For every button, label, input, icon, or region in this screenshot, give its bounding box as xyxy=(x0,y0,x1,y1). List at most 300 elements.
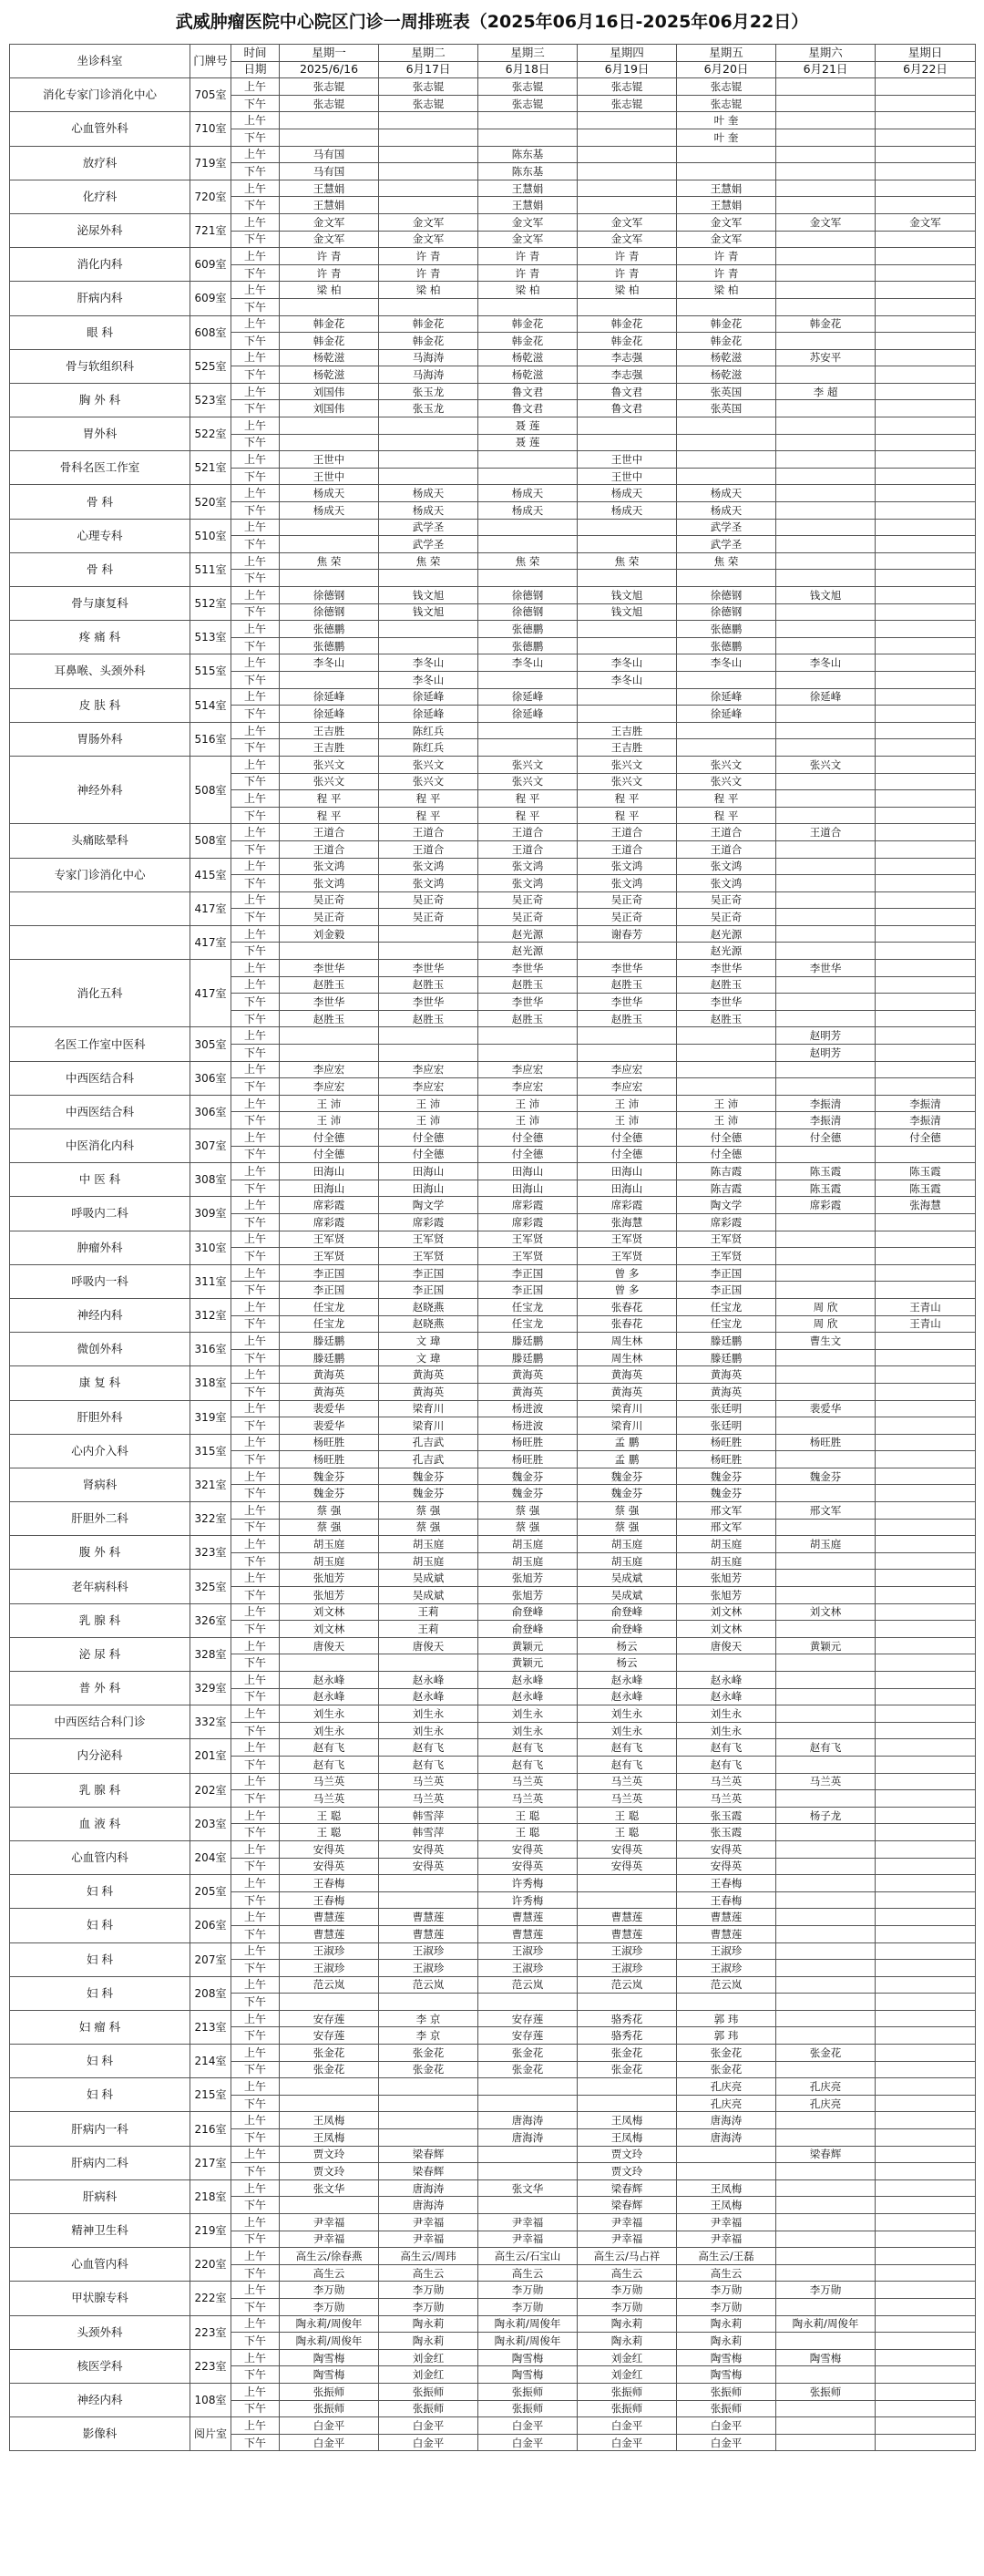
doctor-cell xyxy=(478,1027,578,1045)
doctor-cell xyxy=(379,468,478,485)
time-cell: 下午 xyxy=(231,2434,280,2451)
doctor-cell: 梁育川 xyxy=(578,1400,677,1417)
schedule-row xyxy=(10,1468,976,1485)
doctor-cell: 李应宏 xyxy=(379,1061,478,1078)
department-cell: 心血管外科 xyxy=(10,112,190,146)
department-cell: 呼吸内一科 xyxy=(10,1264,190,1298)
doctor-cell: 田海山 xyxy=(379,1163,478,1180)
header-room: 门牌号 xyxy=(190,45,231,78)
doctor-cell: 杨子龙 xyxy=(776,1807,876,1824)
department-cell: 微创外科 xyxy=(10,1333,190,1366)
doctor-cell: 王淑珍 xyxy=(578,1960,677,1977)
doctor-cell: 魏金芬 xyxy=(379,1468,478,1485)
doctor-cell: 梁春辉 xyxy=(776,2146,876,2163)
doctor-cell: 李冬山 xyxy=(677,654,776,672)
doctor-cell: 王道合 xyxy=(578,824,677,841)
doctor-cell: 鲁文君 xyxy=(578,400,677,417)
doctor-cell: 李振清 xyxy=(876,1095,976,1112)
doctor-cell xyxy=(776,943,876,960)
doctor-cell xyxy=(379,197,478,214)
doctor-cell: 白金平 xyxy=(478,2417,578,2435)
doctor-cell xyxy=(776,2298,876,2315)
doctor-cell: 韩金花 xyxy=(578,315,677,333)
time-cell: 上午 xyxy=(231,790,280,808)
doctor-cell: 李冬山 xyxy=(578,654,677,672)
schedule-row xyxy=(10,451,976,469)
doctor-cell: 张兴文 xyxy=(280,773,379,790)
doctor-cell: 刘国伟 xyxy=(280,400,379,417)
doctor-cell: 赵光源 xyxy=(677,943,776,960)
time-cell: 下午 xyxy=(231,129,280,146)
doctor-cell xyxy=(280,1994,379,2011)
doctor-cell: 叶 奎 xyxy=(677,112,776,129)
doctor-cell: 焦 荣 xyxy=(677,552,776,570)
doctor-cell: 安得英 xyxy=(677,1858,776,1875)
schedule-row xyxy=(10,654,976,672)
doctor-cell: 黄海英 xyxy=(578,1383,677,1400)
department-cell: 中西医结合科门诊 xyxy=(10,1705,190,1739)
doctor-cell xyxy=(876,519,976,536)
schedule-row xyxy=(10,1672,976,1689)
doctor-cell xyxy=(776,2010,876,2027)
doctor-cell xyxy=(876,502,976,520)
doctor-cell xyxy=(876,2027,976,2045)
doctor-cell: 徐延峰 xyxy=(379,688,478,706)
schedule-row xyxy=(10,180,976,197)
doctor-cell: 王 聪 xyxy=(578,1824,677,1841)
doctor-cell: 王莉 xyxy=(379,1603,478,1621)
time-cell: 下午 xyxy=(231,671,280,688)
doctor-cell xyxy=(876,943,976,960)
doctor-cell xyxy=(876,349,976,366)
doctor-cell: 王淑珍 xyxy=(478,1942,578,1960)
doctor-cell: 赵胜玉 xyxy=(478,976,578,994)
doctor-cell xyxy=(776,2434,876,2451)
time-cell: 上午 xyxy=(231,2282,280,2299)
doctor-cell: 徐延峰 xyxy=(379,706,478,723)
schedule-row xyxy=(10,213,976,231)
department-cell: 耳鼻喉、头颈外科 xyxy=(10,654,190,688)
doctor-cell xyxy=(776,1061,876,1078)
doctor-cell: 赵有飞 xyxy=(478,1739,578,1757)
doctor-cell: 王凤梅 xyxy=(280,2129,379,2147)
time-cell: 上午 xyxy=(231,1942,280,1960)
doctor-cell: 胡玉庭 xyxy=(677,1552,776,1570)
doctor-cell: 王凤梅 xyxy=(280,2112,379,2129)
doctor-cell: 刘金红 xyxy=(578,2366,677,2384)
doctor-cell: 张文华 xyxy=(280,2179,379,2197)
doctor-cell: 孔庆亮 xyxy=(677,2095,776,2112)
doctor-cell: 吴成斌 xyxy=(578,1570,677,1587)
doctor-cell: 王道合 xyxy=(280,824,379,841)
doctor-cell: 赵有飞 xyxy=(478,1756,578,1773)
doctor-cell: 张金花 xyxy=(280,2061,379,2078)
header-weekday: 星期六 xyxy=(776,45,876,62)
department-cell: 腹 外 科 xyxy=(10,1536,190,1570)
doctor-cell xyxy=(876,960,976,977)
doctor-cell: 蔡 强 xyxy=(578,1502,677,1520)
doctor-cell: 陈东基 xyxy=(478,163,578,180)
doctor-cell: 李志强 xyxy=(578,366,677,384)
doctor-cell xyxy=(478,722,578,739)
doctor-cell: 刘文林 xyxy=(280,1621,379,1638)
department-cell: 妇 瘤 科 xyxy=(10,2010,190,2044)
doctor-cell: 杨乾滋 xyxy=(280,366,379,384)
doctor-cell: 张英国 xyxy=(677,383,776,400)
doctor-cell: 马兰英 xyxy=(578,1790,677,1808)
doctor-cell xyxy=(776,1976,876,1994)
doctor-cell xyxy=(677,2146,776,2163)
schedule-row xyxy=(10,1942,976,1960)
doctor-cell: 陈玉霞 xyxy=(876,1180,976,1197)
doctor-cell xyxy=(776,739,876,757)
doctor-cell: 韩金花 xyxy=(478,315,578,333)
doctor-cell: 裴爱华 xyxy=(280,1417,379,1435)
doctor-cell: 程 平 xyxy=(578,807,677,824)
doctor-cell: 俞登峰 xyxy=(478,1621,578,1638)
doctor-cell: 尹幸福 xyxy=(578,2231,677,2248)
doctor-cell: 陶永莉 xyxy=(379,2333,478,2350)
doctor-cell: 田海山 xyxy=(578,1163,677,1180)
time-cell: 下午 xyxy=(231,2129,280,2147)
department-cell: 肿瘤外科 xyxy=(10,1231,190,1264)
doctor-cell: 王军贤 xyxy=(478,1231,578,1248)
doctor-cell: 唐海涛 xyxy=(379,2179,478,2197)
doctor-cell: 尹幸福 xyxy=(280,2231,379,2248)
doctor-cell xyxy=(776,2197,876,2214)
doctor-cell: 杨旺胜 xyxy=(280,1451,379,1468)
doctor-cell: 安得英 xyxy=(478,1858,578,1875)
doctor-cell: 赵光源 xyxy=(478,943,578,960)
schedule-row xyxy=(10,1231,976,1248)
doctor-cell: 周生林 xyxy=(578,1349,677,1366)
doctor-cell: 马兰英 xyxy=(677,1790,776,1808)
doctor-cell: 叶 奎 xyxy=(677,129,776,146)
doctor-cell xyxy=(677,570,776,587)
room-cell: 108室 xyxy=(190,2383,231,2416)
doctor-cell: 张旭芳 xyxy=(478,1587,578,1604)
doctor-cell: 武学圣 xyxy=(379,536,478,553)
doctor-cell: 徐德钢 xyxy=(677,603,776,621)
time-cell: 上午 xyxy=(231,2349,280,2366)
time-cell: 下午 xyxy=(231,1519,280,1536)
doctor-cell: 李正国 xyxy=(379,1264,478,1282)
schedule-row xyxy=(10,1333,976,1350)
time-cell: 下午 xyxy=(231,536,280,553)
doctor-cell xyxy=(677,146,776,163)
time-cell: 上午 xyxy=(231,1027,280,1045)
doctor-cell: 赵永峰 xyxy=(677,1672,776,1689)
doctor-cell: 赵胜玉 xyxy=(280,1010,379,1027)
doctor-cell: 杨乾滋 xyxy=(280,349,379,366)
schedule-row xyxy=(10,1807,976,1824)
time-cell: 上午 xyxy=(231,1061,280,1078)
doctor-cell xyxy=(876,1213,976,1231)
doctor-cell xyxy=(876,671,976,688)
doctor-cell xyxy=(379,2078,478,2096)
doctor-cell: 陶永莉/周俊年 xyxy=(280,2315,379,2333)
doctor-cell xyxy=(776,570,876,587)
doctor-cell xyxy=(776,112,876,129)
doctor-cell: 张金花 xyxy=(280,2045,379,2062)
doctor-cell xyxy=(578,570,677,587)
department-cell: 消化五科 xyxy=(10,960,190,1027)
room-cell: 322室 xyxy=(190,1502,231,1536)
time-cell: 上午 xyxy=(231,1434,280,1451)
doctor-cell: 高生云 xyxy=(379,2264,478,2282)
doctor-cell: 杨成天 xyxy=(280,502,379,520)
doctor-cell: 张志锟 xyxy=(677,78,776,96)
doctor-cell: 刘文林 xyxy=(677,1621,776,1638)
time-cell: 下午 xyxy=(231,773,280,790)
schedule-row xyxy=(10,282,976,299)
doctor-cell xyxy=(776,840,876,858)
doctor-cell: 梁育川 xyxy=(578,1417,677,1435)
doctor-cell xyxy=(876,1536,976,1553)
doctor-cell xyxy=(478,112,578,129)
doctor-cell: 韩金花 xyxy=(379,333,478,350)
doctor-cell: 李世华 xyxy=(478,994,578,1011)
doctor-cell: 李世华 xyxy=(677,960,776,977)
doctor-cell: 杨旺胜 xyxy=(280,1434,379,1451)
doctor-cell: 马兰英 xyxy=(776,1773,876,1790)
doctor-cell: 张文鸿 xyxy=(677,875,776,892)
doctor-cell xyxy=(776,1960,876,1977)
doctor-cell: 王 沛 xyxy=(478,1095,578,1112)
doctor-cell xyxy=(776,1688,876,1705)
doctor-cell: 王军贤 xyxy=(677,1248,776,1265)
department-cell: 胸 外 科 xyxy=(10,383,190,417)
schedule-row xyxy=(10,1705,976,1723)
time-cell: 上午 xyxy=(231,1468,280,1485)
room-cell: 609室 xyxy=(190,248,231,282)
doctor-cell: 陶雪梅 xyxy=(677,2349,776,2366)
department-cell: 泌 尿 科 xyxy=(10,1637,190,1671)
doctor-cell: 金文军 xyxy=(776,213,876,231)
doctor-cell: 孔庆亮 xyxy=(776,2095,876,2112)
doctor-cell xyxy=(379,1654,478,1672)
doctor-cell xyxy=(478,468,578,485)
doctor-cell xyxy=(280,519,379,536)
doctor-cell: 文 瑋 xyxy=(379,1349,478,1366)
doctor-cell: 张旭芳 xyxy=(677,1570,776,1587)
time-cell: 下午 xyxy=(231,840,280,858)
doctor-cell: 李正国 xyxy=(677,1282,776,1299)
time-cell: 上午 xyxy=(231,1773,280,1790)
doctor-cell xyxy=(876,1807,976,1824)
time-cell: 下午 xyxy=(231,1451,280,1468)
doctor-cell: 黄颖元 xyxy=(478,1654,578,1672)
room-cell: 310室 xyxy=(190,1231,231,1264)
doctor-cell: 陶雪梅 xyxy=(478,2366,578,2384)
doctor-cell xyxy=(776,2112,876,2129)
doctor-cell: 邢文军 xyxy=(677,1519,776,1536)
doctor-cell xyxy=(578,163,677,180)
doctor-cell: 滕廷鹏 xyxy=(280,1349,379,1366)
doctor-cell: 程 平 xyxy=(478,807,578,824)
doctor-cell: 梁 柏 xyxy=(578,282,677,299)
doctor-cell xyxy=(478,129,578,146)
doctor-cell xyxy=(776,400,876,417)
schedule-row xyxy=(10,1400,976,1417)
schedule-row xyxy=(10,2282,976,2299)
doctor-cell: 武学圣 xyxy=(677,519,776,536)
doctor-cell: 安存莲 xyxy=(478,2027,578,2045)
doctor-cell: 付全德 xyxy=(876,1129,976,1147)
doctor-cell: 张振师 xyxy=(379,2400,478,2417)
doctor-cell xyxy=(280,112,379,129)
doctor-cell: 王青山 xyxy=(876,1298,976,1315)
doctor-cell: 唐海涛 xyxy=(478,2129,578,2147)
doctor-cell: 陈玉霞 xyxy=(776,1163,876,1180)
time-cell: 上午 xyxy=(231,2146,280,2163)
doctor-cell xyxy=(876,1045,976,1062)
doctor-cell: 尹幸福 xyxy=(379,2214,478,2231)
doctor-cell: 陈吉霞 xyxy=(677,1180,776,1197)
doctor-cell xyxy=(776,1213,876,1231)
doctor-cell xyxy=(776,180,876,197)
doctor-cell xyxy=(776,1672,876,1689)
doctor-cell xyxy=(876,333,976,350)
doctor-cell xyxy=(876,231,976,248)
doctor-cell xyxy=(876,1858,976,1875)
doctor-cell xyxy=(578,417,677,435)
doctor-cell: 王 沛 xyxy=(379,1095,478,1112)
doctor-cell xyxy=(379,1027,478,1045)
doctor-cell: 吴正奇 xyxy=(578,909,677,926)
doctor-cell: 杨进波 xyxy=(478,1400,578,1417)
doctor-cell xyxy=(677,739,776,757)
schedule-row xyxy=(10,1061,976,1078)
doctor-cell: 李世华 xyxy=(379,960,478,977)
doctor-cell: 胡玉庭 xyxy=(379,1536,478,1553)
doctor-cell: 李万勋 xyxy=(578,2298,677,2315)
room-cell: 306室 xyxy=(190,1095,231,1128)
doctor-cell xyxy=(876,146,976,163)
doctor-cell: 王军贤 xyxy=(280,1248,379,1265)
doctor-cell xyxy=(776,1621,876,1638)
time-cell: 下午 xyxy=(231,1790,280,1808)
doctor-cell: 张旭芳 xyxy=(478,1570,578,1587)
doctor-cell: 王吉胜 xyxy=(280,722,379,739)
time-cell: 下午 xyxy=(231,1756,280,1773)
doctor-cell xyxy=(876,2179,976,2197)
doctor-cell: 张文鸿 xyxy=(578,875,677,892)
doctor-cell: 王 沛 xyxy=(280,1112,379,1129)
room-cell: 223室 xyxy=(190,2315,231,2349)
doctor-cell: 王 聪 xyxy=(280,1807,379,1824)
doctor-cell: 胡玉庭 xyxy=(280,1552,379,1570)
doctor-cell: 刘金红 xyxy=(379,2366,478,2384)
doctor-cell xyxy=(876,248,976,265)
time-cell: 下午 xyxy=(231,1891,280,1909)
schedule-row xyxy=(10,960,976,977)
doctor-cell: 任宝龙 xyxy=(280,1315,379,1333)
doctor-cell: 韩金花 xyxy=(776,315,876,333)
doctor-cell: 李振清 xyxy=(876,1112,976,1129)
doctor-cell: 安得英 xyxy=(379,1840,478,1858)
doctor-cell: 黄海英 xyxy=(677,1383,776,1400)
doctor-cell: 王淑珍 xyxy=(379,1960,478,1977)
time-cell: 上午 xyxy=(231,1739,280,1757)
doctor-cell xyxy=(876,739,976,757)
time-cell: 上午 xyxy=(231,1163,280,1180)
doctor-cell: 白金平 xyxy=(280,2417,379,2435)
doctor-cell: 杨乾滋 xyxy=(478,366,578,384)
doctor-cell: 李万勋 xyxy=(280,2282,379,2299)
doctor-cell: 滕廷鹏 xyxy=(478,1333,578,1350)
doctor-cell: 焦 荣 xyxy=(280,552,379,570)
doctor-cell: 李世华 xyxy=(379,994,478,1011)
time-cell: 上午 xyxy=(231,519,280,536)
doctor-cell: 田海山 xyxy=(578,1180,677,1197)
doctor-cell xyxy=(776,1875,876,1892)
doctor-cell xyxy=(876,858,976,875)
department-cell: 肝胆外科 xyxy=(10,1400,190,1434)
doctor-cell: 曾 多 xyxy=(578,1282,677,1299)
doctor-cell: 张志锟 xyxy=(478,78,578,96)
department-cell: 化疗科 xyxy=(10,180,190,213)
doctor-cell: 焦 荣 xyxy=(478,552,578,570)
doctor-cell xyxy=(677,434,776,451)
doctor-cell: 孔吉武 xyxy=(379,1434,478,1451)
doctor-cell xyxy=(578,197,677,214)
doctor-cell: 骆秀花 xyxy=(578,2027,677,2045)
doctor-cell: 张兴文 xyxy=(677,756,776,773)
doctor-cell xyxy=(876,2264,976,2282)
time-cell: 上午 xyxy=(231,1333,280,1350)
room-cell: 305室 xyxy=(190,1027,231,1061)
time-cell: 下午 xyxy=(231,2095,280,2112)
doctor-cell xyxy=(876,1519,976,1536)
doctor-cell xyxy=(876,1824,976,1841)
room-cell: 719室 xyxy=(190,146,231,180)
doctor-cell: 王春梅 xyxy=(280,1875,379,1892)
doctor-cell xyxy=(876,1603,976,1621)
doctor-cell xyxy=(478,298,578,315)
doctor-cell: 梁 柏 xyxy=(280,282,379,299)
doctor-cell: 张振师 xyxy=(379,2383,478,2400)
time-cell: 上午 xyxy=(231,383,280,400)
doctor-cell: 魏金芬 xyxy=(280,1485,379,1502)
doctor-cell xyxy=(578,1875,677,1892)
doctor-cell xyxy=(776,1722,876,1739)
doctor-cell: 赵胜玉 xyxy=(478,1010,578,1027)
doctor-cell: 王军贤 xyxy=(379,1248,478,1265)
room-cell: 319室 xyxy=(190,1400,231,1434)
doctor-cell: 赵有飞 xyxy=(677,1739,776,1757)
doctor-cell xyxy=(776,468,876,485)
doctor-cell: 唐海涛 xyxy=(677,2129,776,2147)
doctor-cell: 杨旺胜 xyxy=(677,1451,776,1468)
doctor-cell: 许 青 xyxy=(478,264,578,282)
doctor-cell xyxy=(876,1942,976,1960)
time-cell: 下午 xyxy=(231,2197,280,2214)
doctor-cell xyxy=(876,2061,976,2078)
doctor-cell xyxy=(776,502,876,520)
doctor-cell xyxy=(478,570,578,587)
doctor-cell xyxy=(876,1552,976,1570)
doctor-cell: 张廷明 xyxy=(677,1417,776,1435)
room-cell: 510室 xyxy=(190,519,231,552)
doctor-cell: 韩金花 xyxy=(379,315,478,333)
department-cell: 泌尿外科 xyxy=(10,213,190,247)
doctor-cell xyxy=(578,146,677,163)
doctor-cell: 贾文玲 xyxy=(280,2146,379,2163)
room-cell: 208室 xyxy=(190,1976,231,2010)
doctor-cell: 梁春辉 xyxy=(379,2163,478,2180)
doctor-cell: 赵有飞 xyxy=(379,1739,478,1757)
